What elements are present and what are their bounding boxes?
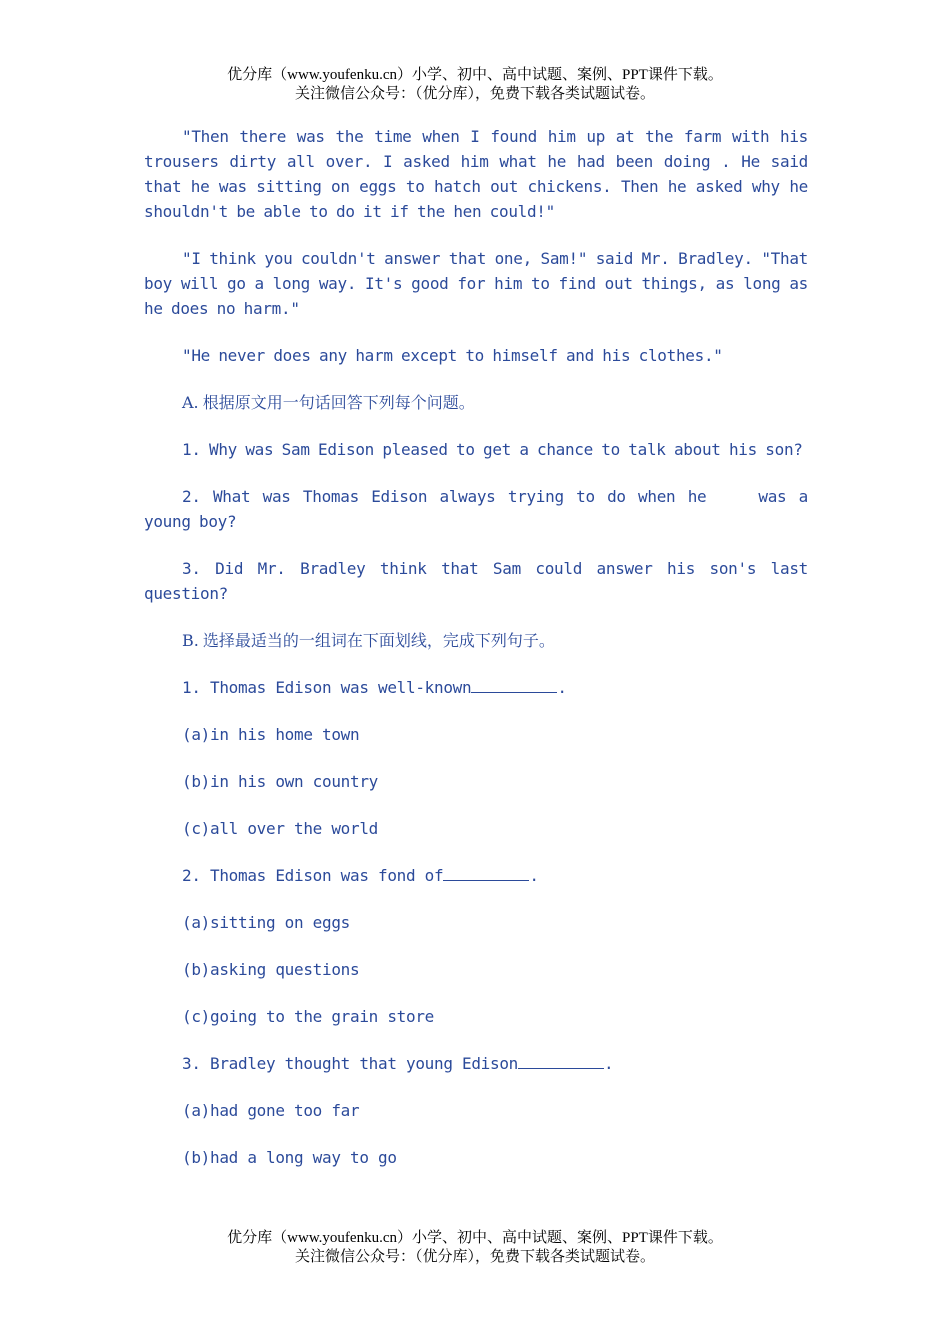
- footer-line-2: 关注微信公众号：（优分库），免费下载各类试题试卷。: [294, 1249, 655, 1265]
- section-b-question-3: [144, 1051, 808, 1076]
- option-3b: (b)had a long way to go: [182, 1148, 397, 1167]
- footer-line-1: 优分库（www.youfenku.cn）小学、初中、高中试题、案例、PPT课件下载。: [227, 1230, 723, 1246]
- question-stem: 1. Thomas Edison was well-known: [182, 678, 472, 697]
- answer-blank: [443, 863, 529, 881]
- header-line-1: 优分库（www.youfenku.cn）小学、初中、高中试题、案例、PPT课件下载。: [227, 67, 723, 83]
- page-header: [0, 66, 950, 104]
- section-a-question-2-part-1: 2. What was Thomas Edison always trying to do when he: [182, 487, 707, 506]
- option-2b: (b)asking questions: [182, 960, 360, 979]
- story-paragraph-3: "He never does any harm except to himself and his clothes.": [182, 346, 723, 365]
- question-end: .: [557, 678, 567, 697]
- story-paragraph-1: "Then there was the time when I found him up at the farm with his trousers dirty all over. I asked him what he had been doing . He said that he was sitting on eggs to hatch out chickens. Then he asked why he shouldn't be able to do it if the hen could!": [144, 127, 808, 221]
- section-a-question-1: 1. Why was Sam Edison pleased to get a chance to talk about his son?: [182, 440, 803, 459]
- option-1c: (c)all over the world: [182, 819, 378, 838]
- page-footer: [0, 1229, 950, 1267]
- section-b-heading: B. 选择最适当的一组词在下面划线，完成下列句子。: [182, 631, 555, 650]
- question-stem: 3. Bradley thought that young Edison: [182, 1054, 518, 1073]
- document-body: [144, 124, 808, 1192]
- section-b-question-2: [144, 863, 808, 888]
- option-1a: (a)in his home town: [182, 725, 360, 744]
- answer-blank: [471, 675, 557, 693]
- question-end: .: [603, 1054, 614, 1073]
- question-end: .: [529, 866, 539, 885]
- story-paragraph-2: "I think you couldn't answer that one, Sam!" said Mr. Bradley. "That boy will go a long way. It's good for him to find out things, as long as he does no harm.": [144, 249, 808, 318]
- section-b-question-1: [144, 675, 808, 700]
- question-stem: 2. Thomas Edison was fond of: [182, 866, 444, 885]
- option-1b: (b)in his own country: [182, 772, 378, 791]
- answer-blank: [518, 1051, 604, 1069]
- header-line-2: 关注微信公众号：（优分库），免费下载各类试题试卷。: [294, 86, 655, 102]
- section-a-question-3: 3. Did Mr. Bradley think that Sam could answer his son's last question?: [144, 559, 808, 603]
- option-2c: (c)going to the grain store: [182, 1007, 434, 1026]
- section-a-heading: A. 根据原文用一句话回答下列每个问题。: [182, 393, 475, 412]
- option-2a: (a)sitting on eggs: [182, 913, 350, 932]
- section-a-question-2: [144, 484, 808, 534]
- section-a-question-2-part-2: was a young boy?: [144, 487, 808, 531]
- option-3a: (a)had gone too far: [182, 1101, 360, 1120]
